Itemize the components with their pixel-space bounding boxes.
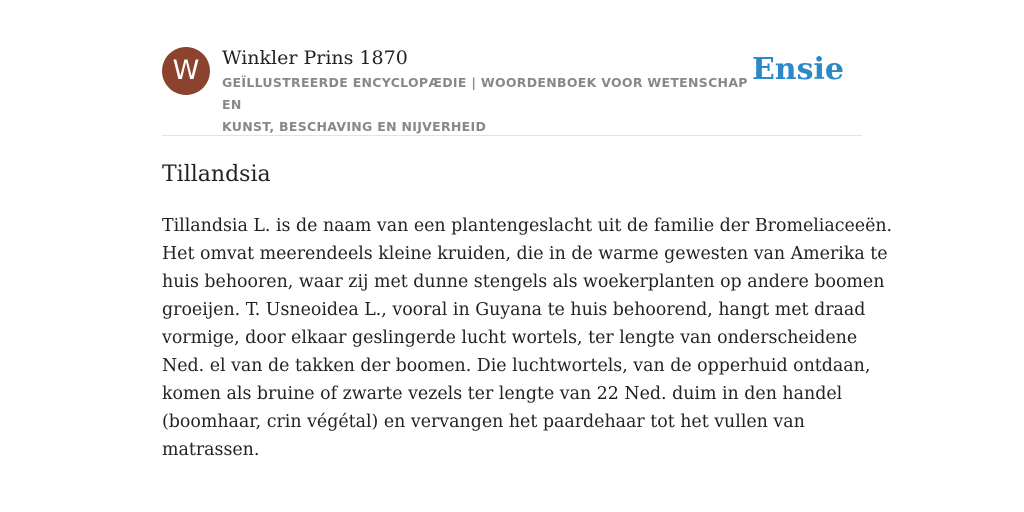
article-body-line: huis behooren, waar zij met dunne stengels als woekerplanten op andere boomen [162, 272, 885, 292]
article-body-line: komen als bruine of zwarte vezels ter lengte van 22 Ned. duim in den handel [162, 384, 843, 404]
entry-card [162, 0, 893, 512]
article-body-line: Tillandsia L. is de naam van een plantengeslacht uit de familie der Bromeliaceeën. [162, 216, 893, 236]
article-body-line: (boomhaar, crin végétal) en vervangen het paardehaar tot het vullen van [162, 412, 805, 432]
source-subtitle [222, 72, 762, 138]
ensie-logo[interactable]: Ensie [751, 52, 844, 87]
source-subtitle-line-1: GEÏLLUSTREERDE ENCYCLOPÆDIE | WOORDENBOEK VOOR WETENSCHAP EN [222, 75, 748, 112]
article-body-line: matrassen. [162, 440, 260, 460]
article-body-line: vormige, door elkaar geslingerde lucht wortels, ter lengte van onderscheidene [162, 328, 858, 348]
header-divider [162, 135, 862, 136]
source-title[interactable]: Winkler Prins 1870 [222, 47, 408, 69]
article-body-line: Ned. el van de takken der boomen. Die luchtwortels, van de opperhuid ontdaan, [162, 356, 871, 376]
article-body-line: groeijen. T. Usneoidea L., vooral in Guyana te huis behoorend, hangt met draad [162, 300, 866, 320]
article-body-line: Het omvat meerendeels kleine kruiden, die in de warme gewesten van Amerika te [162, 244, 888, 264]
article-body [162, 212, 893, 464]
source-subtitle-line-2: KUNST, BESCHAVING EN NIJVERHEID [222, 119, 487, 134]
article-title: Tillandsia [162, 162, 271, 187]
source-header [162, 46, 862, 134]
source-avatar[interactable]: W [162, 47, 210, 95]
